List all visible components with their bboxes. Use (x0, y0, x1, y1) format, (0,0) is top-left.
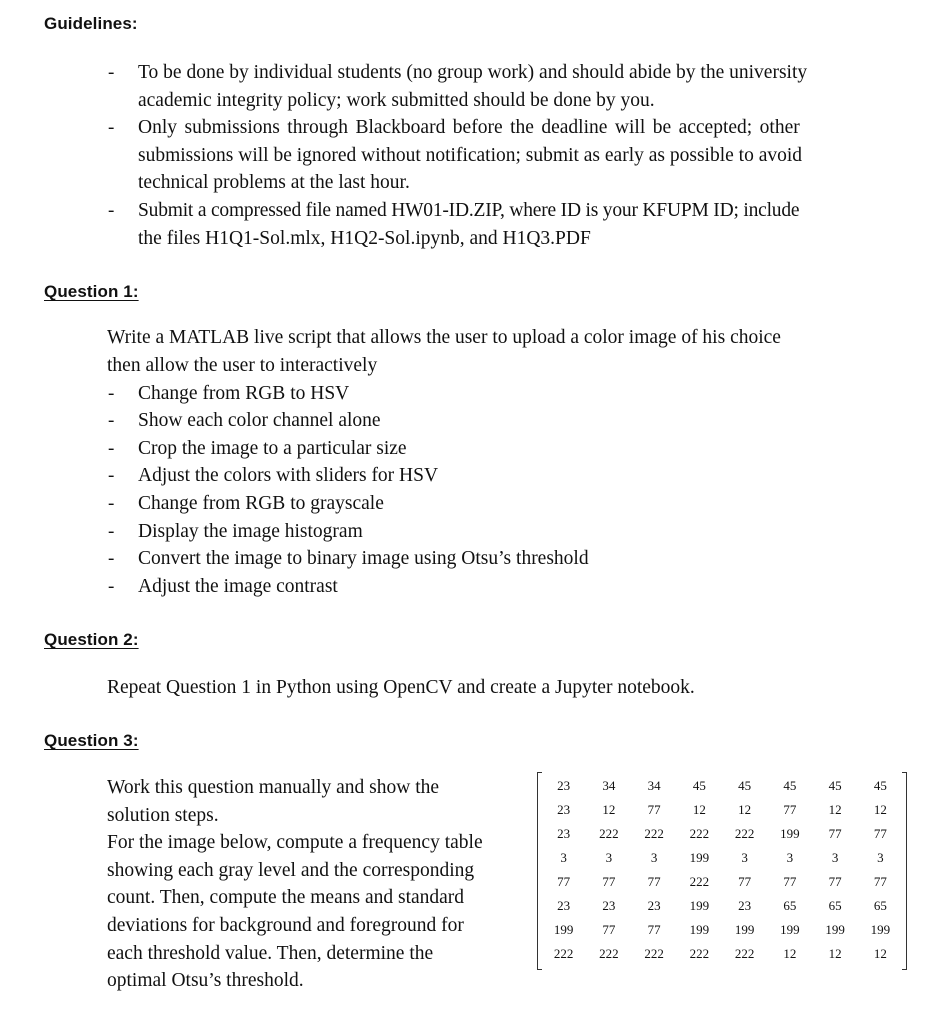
matrix-cell: 45 (873, 778, 887, 793)
matrix-cell: 3 (650, 850, 658, 865)
matrix-cell: 222 (553, 946, 574, 961)
matrix-cell: 12 (828, 946, 842, 961)
matrix-cell: 77 (738, 874, 752, 889)
matrix-cell: 222 (689, 874, 710, 889)
matrix-cell: 199 (825, 922, 845, 937)
bullet-dash: - (108, 117, 115, 138)
guideline-text: the files H1Q1-Sol.mlx, H1Q2-Sol.ipynb, and H1Q3.PDF (138, 228, 591, 249)
bullet-dash: - (108, 548, 115, 569)
guidelines-heading: Guidelines: (44, 14, 138, 33)
matrix-cell: 222 (599, 826, 619, 841)
matrix-cell: 45 (738, 778, 752, 793)
matrix-row (541, 870, 903, 893)
question-3-heading: Question 3: (44, 731, 139, 750)
bullet-dash: - (108, 200, 115, 221)
pixel-matrix (537, 772, 907, 968)
matrix-cell: 3 (741, 850, 748, 865)
question-2-heading: Question 2: (44, 630, 139, 649)
matrix-cell: 199 (780, 826, 800, 841)
matrix-cell: 222 (734, 826, 755, 841)
question-3-line: showing each gray level and the corresponding (107, 860, 475, 881)
matrix-cell: 77 (828, 874, 842, 889)
matrix-cell: 23 (738, 898, 752, 913)
matrix-cell: 3 (786, 850, 794, 865)
matrix-row (541, 822, 903, 845)
task-item: Crop the image to a particular size (138, 438, 407, 459)
matrix-cell: 222 (599, 946, 619, 961)
matrix-cell: 77 (783, 874, 797, 889)
matrix-cell: 12 (692, 802, 706, 817)
matrix-cell: 77 (873, 826, 887, 841)
question-1-intro: then allow the user to interactively (107, 355, 378, 376)
bullet-dash: - (108, 465, 115, 486)
bullet-dash: - (108, 62, 115, 83)
matrix-cell: 12 (783, 946, 797, 961)
matrix-cell: 12 (828, 802, 842, 817)
matrix-cell: 23 (557, 802, 571, 817)
task-item: Change from RGB to grayscale (138, 493, 384, 514)
matrix-cell: 199 (553, 922, 574, 937)
matrix-cell: 12 (873, 802, 887, 817)
matrix-row (541, 798, 903, 821)
matrix-cell: 77 (647, 874, 661, 889)
matrix-cell: 77 (828, 826, 842, 841)
bullet-dash: - (108, 493, 115, 514)
matrix-cell: 199 (689, 922, 710, 937)
matrix-cell: 3 (605, 850, 613, 865)
question-1-intro: Write a MATLAB live script that allows the user to upload a color image of his choice (107, 327, 781, 348)
matrix-row (541, 846, 903, 869)
matrix-cell: 77 (647, 802, 661, 817)
matrix-row (541, 894, 903, 917)
matrix-cell: 222 (689, 946, 710, 961)
matrix-row (541, 774, 903, 797)
matrix-cell: 23 (647, 898, 661, 913)
task-item: Adjust the image contrast (138, 576, 338, 597)
question-3-line: deviations for background and foreground for (107, 915, 464, 936)
guideline-text: To be done by individual students (no group work) and should abide by the university (138, 62, 808, 83)
question-3-line: Work this question manually and show the (107, 777, 440, 798)
matrix-cell: 222 (734, 946, 755, 961)
matrix-cell: 222 (644, 826, 664, 841)
matrix-cell: 3 (560, 850, 567, 865)
task-item: Display the image histogram (138, 521, 363, 542)
matrix-cell: 77 (602, 922, 616, 937)
task-item: Adjust the colors with sliders for HSV (138, 465, 439, 486)
task-item: Convert the image to binary image using Otsu’s threshold (138, 548, 589, 569)
matrix-cell: 199 (689, 898, 710, 913)
matrix-cell: 12 (738, 802, 752, 817)
matrix-cell: 23 (602, 898, 616, 913)
bullet-dash: - (108, 521, 115, 542)
matrix-cell: 12 (602, 802, 616, 817)
guideline-text: technical problems at the last hour. (138, 172, 410, 193)
matrix-cell: 65 (828, 898, 842, 913)
matrix-cell: 3 (831, 850, 839, 865)
bullet-dash: - (108, 383, 115, 404)
matrix-cell: 65 (783, 898, 797, 913)
matrix-cell: 12 (873, 946, 887, 961)
matrix-cell: 3 (877, 850, 884, 865)
guideline-text: Only submissions through Blackboard before the deadline will be accepted; other (138, 117, 800, 138)
matrix-cell: 77 (647, 922, 661, 937)
matrix-cell: 34 (602, 778, 616, 793)
guideline-text: Submit a compressed file named HW01-ID.ZIP, where ID is your KFUPM ID; include (138, 200, 800, 221)
matrix-cell: 23 (557, 826, 571, 841)
matrix-cell: 65 (873, 898, 887, 913)
matrix-cell: 77 (783, 802, 797, 817)
question-1-heading: Question 1: (44, 282, 139, 301)
matrix-cell: 45 (828, 778, 842, 793)
matrix-cell: 23 (557, 898, 571, 913)
task-item: Change from RGB to HSV (138, 383, 350, 404)
question-3-line: solution steps. (107, 805, 219, 826)
matrix-cell: 77 (873, 874, 887, 889)
question-3-line: count. Then, compute the means and standard (107, 887, 465, 908)
matrix-cell: 23 (557, 778, 571, 793)
question-2-text: Repeat Question 1 in Python using OpenCV and create a Jupyter notebook. (107, 677, 695, 698)
task-item: Show each color channel alone (138, 410, 381, 431)
matrix-cell: 199 (870, 922, 891, 937)
matrix-cell: 222 (644, 946, 664, 961)
guideline-text: academic integrity policy; work submitted should be done by you. (138, 90, 655, 111)
matrix-cell: 45 (783, 778, 797, 793)
matrix-cell: 199 (689, 850, 710, 865)
matrix-cell: 222 (689, 826, 710, 841)
matrix-cell: 77 (602, 874, 616, 889)
matrix-cell: 34 (647, 778, 661, 793)
matrix-row (541, 942, 903, 965)
matrix-row (541, 918, 903, 941)
question-3-line: each threshold value. Then, determine the (107, 943, 434, 964)
question-3-line: optimal Otsu’s threshold. (107, 970, 304, 991)
bullet-dash: - (108, 576, 115, 597)
question-3-line: For the image below, compute a frequency table (107, 832, 483, 853)
guideline-text: submissions will be ignored without notification; submit as early as possible to avoid (138, 145, 803, 166)
matrix-cell: 199 (780, 922, 800, 937)
matrix-cell: 45 (692, 778, 706, 793)
bullet-dash: - (108, 438, 115, 459)
bullet-dash: - (108, 410, 115, 431)
matrix-cell: 199 (734, 922, 755, 937)
matrix-cell: 77 (557, 874, 571, 889)
